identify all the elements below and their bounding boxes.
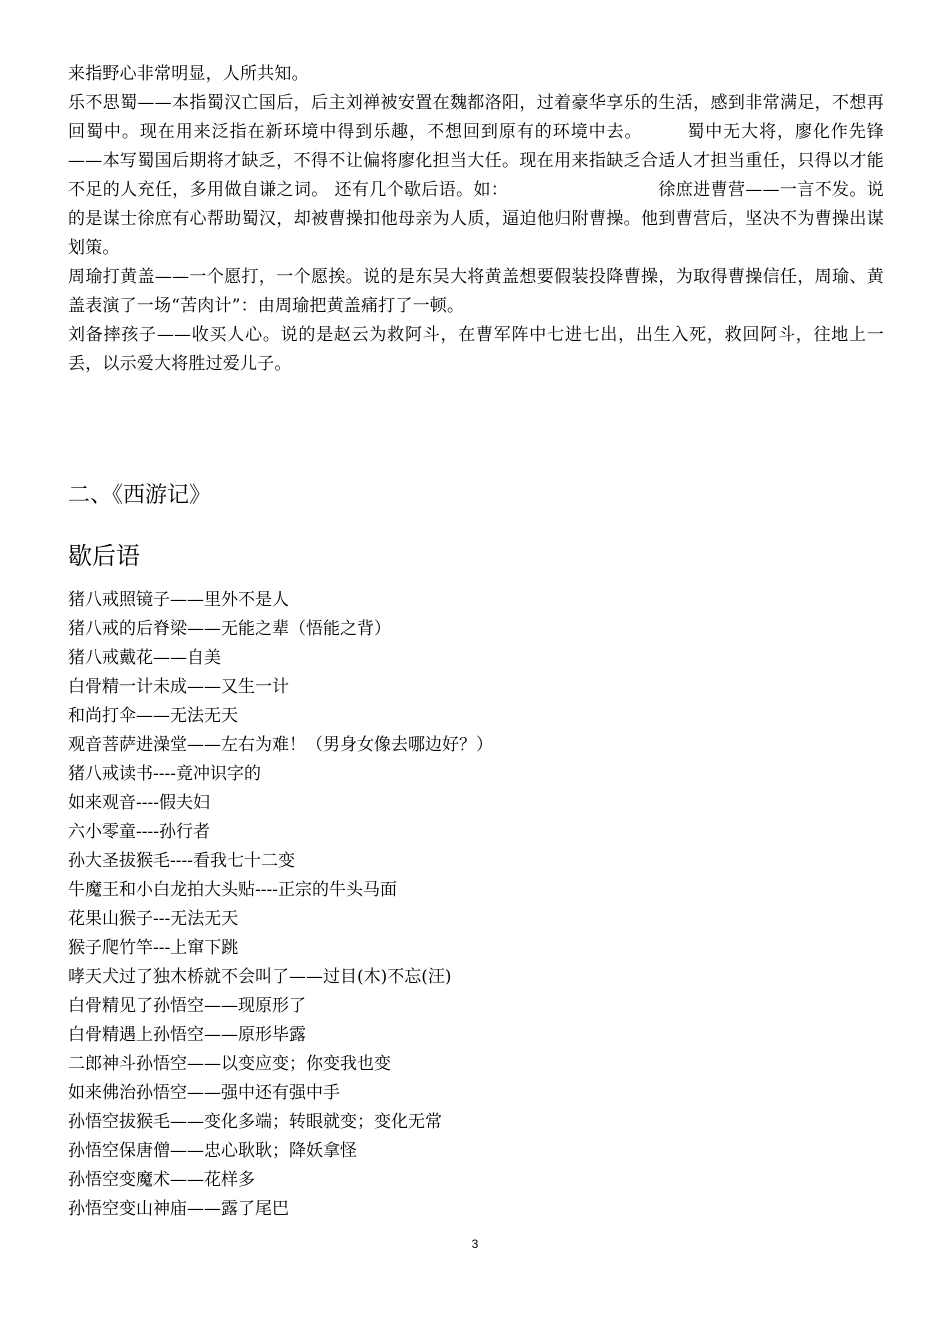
list-item: 孙悟空保唐僧——忠心耿耿；降妖拿怪	[68, 1141, 357, 1161]
paragraph-2b: 蜀中无大将，廖化作先锋——本写蜀国后期将才缺乏，不得不让偏将廖化担当大任。现在用来指缺乏合适人才担当重任，只得以才能不足的人充任，多用做自谦之词。 还有几个歇后语。如：	[68, 122, 885, 200]
intro-text	[68, 60, 884, 379]
list-item: 如来观音----假夫妇	[68, 793, 210, 813]
list-item: 花果山猴子---无法无天	[68, 909, 239, 929]
paragraph-1: 来指野心非常明显，人所共知。	[68, 64, 309, 84]
list-item: 二郎神斗孙悟空——以变应变；你变我也变	[68, 1054, 391, 1074]
paragraph-3: 周瑜打黄盖——一个愿打，一个愿挨。说的是东吴大将黄盖想要假装投降曹操，为取得曹操信任，周瑜、黄盖表演了一场“苦肉计”：由周瑜把黄盖痛打了一顿。	[68, 267, 884, 316]
list-item: 白骨精遇上孙悟空——原形毕露	[68, 1025, 306, 1045]
list-item: 哮天犬过了独木桥就不会叫了——过目(木)不忘(汪)	[68, 967, 452, 987]
paragraph-2a: 乐不思蜀——本指蜀汉亡国后，后主刘禅被安置在魏都洛阳，过着豪华享乐的生活，感到非常满足，不想再回蜀中。现在用来泛指在新环境中得到乐趣，不想回到原有的环境中去。	[68, 93, 884, 142]
proverb-list	[68, 586, 493, 1224]
list-item: 白骨精一计未成——又生一计	[68, 677, 289, 697]
list-item: 孙大圣拔猴毛----看我七十二变	[68, 851, 295, 871]
list-item: 孙悟空变山神庙——露了尾巴	[68, 1199, 289, 1219]
list-item: 和尚打伞——无法无天	[68, 706, 238, 726]
list-item: 牛魔王和小白龙拍大头贴----正宗的牛头马面	[68, 880, 397, 900]
list-item: 观音菩萨进澡堂——左右为难！（男身女像去哪边好？）	[68, 735, 493, 755]
list-item: 孙悟空变魔术——花样多	[68, 1170, 255, 1190]
list-item: 白骨精见了孙悟空——现原形了	[68, 996, 306, 1016]
list-item: 孙悟空拔猴毛——变化多端；转眼就变；变化无常	[68, 1112, 442, 1132]
paragraph-4: 刘备摔孩子——收买人心。说的是赵云为救阿斗，在曹军阵中七进七出，出生入死，救回阿斗，往地上一丢，以示爱大将胜过爱儿子。	[68, 325, 884, 374]
page-number: 3	[471, 1237, 479, 1251]
section-title: 二、《西游记》	[68, 483, 212, 508]
list-item: 猪八戒戴花——自美	[68, 648, 221, 668]
list-item: 猪八戒读书----竟冲识字的	[68, 764, 261, 784]
sub-title: 歇后语	[68, 542, 140, 570]
paragraph-2c: 徐庶进曹营——一言不发。说的是谋士徐庶有心帮助蜀汉，却被曹操扣他母亲为人质，逼迫他归附曹操。他到曹营后，坚决不为曹操出谋划策。	[68, 180, 884, 258]
list-item: 猪八戒照镜子——里外不是人	[68, 590, 289, 610]
list-item: 六小零童----孙行者	[68, 822, 210, 842]
list-item: 猴子爬竹竿---上窜下跳	[68, 938, 239, 958]
list-item: 如来佛治孙悟空——强中还有强中手	[68, 1083, 340, 1103]
list-item: 猪八戒的后脊梁——无能之辈（悟能之背）	[68, 619, 391, 639]
paragraph-2	[68, 89, 884, 263]
